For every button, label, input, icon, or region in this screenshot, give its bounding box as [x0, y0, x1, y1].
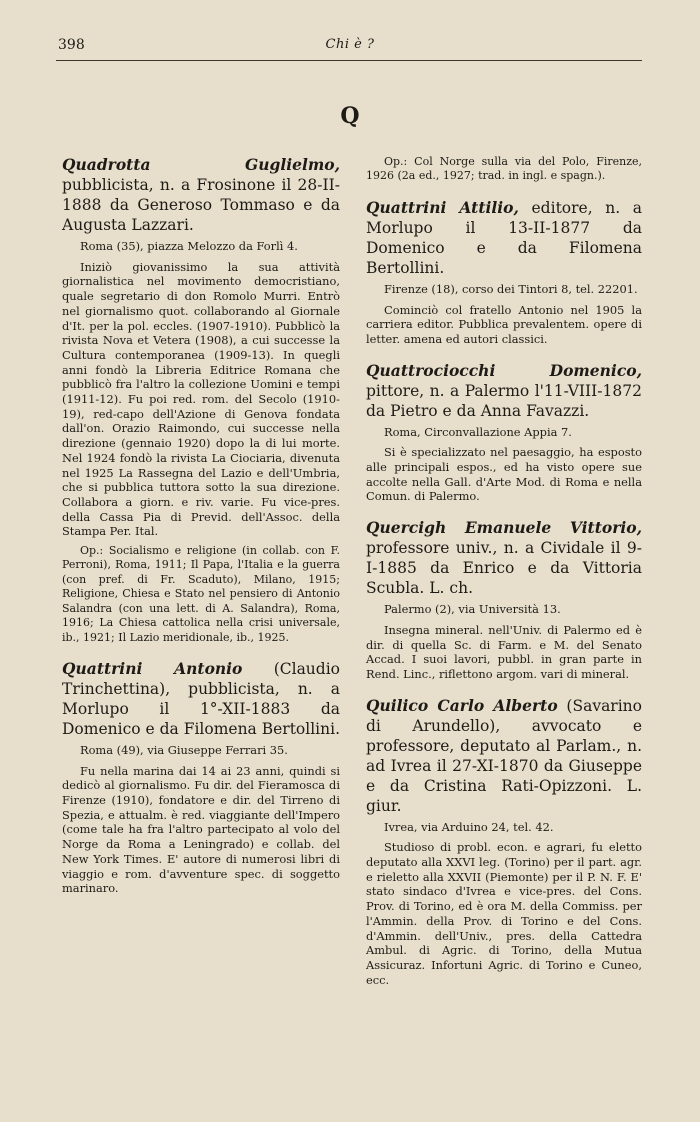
- entry-heading: [62, 659, 340, 739]
- entry-bio: professore univ., n. a Cividale il 9-I-1885 da Enrico e da Vittoria Scubla. L. ch.: [366, 539, 642, 598]
- entry-continued-works: [366, 155, 642, 184]
- entry-body: Iniziò giovanissimo la sua attività giornalistica nel movimento democristiano, quale segretario di don Romolo Murri. Entrò nel giornalismo quot. collaborando al Giornale d'It. per la pol. eccles. (1907-1910). Pubblicò la rivista Nova et Vetera (1908), a cui successe la Cultura contemporanea (1909-13). In quegli anni fondò la Libreria Editrice Romana che pubblicò fra l'altro la collezione Uomini e tempi (1911-12). Fu poi red. rom. del Secolo (1910-19), red-capo dell'Azione di Genova fondata dall'on. Orazio Raimondo, cui successe nella direzione (gennaio 1920) dopo la di lui morte. Nel 1924 fondò la rivista La Ciociaria, divenuta nel 1925 La Rassegna del Lazio e dell'Umbria, che si pubblica tuttora sotto la sua direzione. Collabora a giorn. e riv. varie. Fu vice-pres. della Cassa Pia di Previd. dell'Assoc. della Stampa Per. Ital.: [62, 259, 340, 539]
- entry-quattrini-attilio: [366, 198, 642, 347]
- entry-works: Op.: Socialismo e religione (in collab. con F. Perroni), Roma, 1911; Il Papa, l'Italia e la guerra (con pref. di Fr. Scaduto), Milano, 1915; Religione, Chiesa e Stato nel pensiero di Antonio Salandra (con una lett. di A. Salandra), Roma, 1916; La Chiesa cattolica nella crisi universale, ib., 1921; Il Lazio meridionale, ib., 1925.: [62, 544, 340, 644]
- right-column: [366, 155, 642, 1001]
- entry-heading: [366, 696, 642, 816]
- entry-heading: [366, 361, 642, 421]
- page-number: 398: [58, 37, 85, 53]
- entry-quilico: [366, 696, 642, 988]
- entry-heading: [62, 155, 340, 235]
- entry-heading: [366, 518, 642, 598]
- entry-body: Insegna mineral. nell'Univ. di Palermo ed è dir. di quella Sc. di Farm. e M. del Senato Accad. I suoi lavori, pubbl. in gran parte in Rend. Linc., riflettono argom. vari di mineral.: [366, 622, 642, 681]
- entry-quattrociocchi: [366, 361, 642, 505]
- entry-address: Roma, Circonvallazione Appia 7.: [384, 424, 572, 439]
- entry-name: Quattrini Attilio,: [366, 197, 519, 217]
- entry-address: Roma (35), piazza Melozzo da Forlì 4.: [80, 239, 298, 253]
- entry-heading: [366, 198, 642, 278]
- entry-address: Roma (49), via Giuseppe Ferrari 35.: [80, 742, 288, 757]
- entry-bio: editore, n. a Morlupo il 13-II-1877 da Domenico e da Filomena Bertollini.: [366, 198, 642, 277]
- entry-body: Studioso di probl. econ. e agrari, fu eletto deputato alla XXVI leg. (Torino) per il part. agr. e rieletto alla XXVII (Piemonte) per il P. N. F. E' stato sindaco d'Ivrea e vice-pres. del Cons. Prov. di Torino, ed è ora M. della Commiss. per l'Ammin. della Prov. di Torino e del Cons. d'Ammin. dell'Univ., pres. della Cattedra Ambul. di Agric. di Torino, della Mutua Assicuraz. Infortuni Agric. di Torino e Cuneo, ecc.: [366, 840, 642, 987]
- left-column: [62, 155, 340, 910]
- entry-body: Fu nella marina dai 14 ai 23 anni, quindi si dedicò al giornalismo. Fu dir. del Fieramosca di Firenze (1910), fondatore e dir. del Tirreno di Spezia, e attualm. è red. viaggiante dell'Impero (come tale ha fra l'altro partecipato al volo del Norge da Roma a Leningrado) e collab. del New York Times. E' autore di numerosi libri di viaggio e rom. d'avventure spec. di soggetto marinaro.: [62, 763, 340, 896]
- header-rule: [56, 60, 642, 61]
- entry-quadrotta: [62, 155, 340, 645]
- entry-bio: pittore, n. a Palermo l'11-VIII-1872 da Pietro e da Anna Favazzi.: [366, 381, 642, 420]
- section-letter: Q: [340, 103, 360, 129]
- entry-body: Cominciò col fratello Antonio nel 1905 la carriera editor. Pubblica prevalentem. opere di letter. amena ed autori classici.: [366, 302, 642, 346]
- entry-name: Quadrotta Guglielmo,: [62, 155, 340, 174]
- entry-name: Quilico Carlo Alberto: [366, 695, 558, 715]
- running-title: Chi è ?: [325, 37, 375, 52]
- entry-address: Ivrea, via Arduino 24, tel. 42.: [384, 819, 554, 834]
- entry-address: Firenze (18), corso dei Tintori 8, tel. 22201.: [384, 281, 638, 296]
- entry-quercigh: [366, 518, 642, 682]
- entry-body: Si è specializzato nel paesaggio, ha esposto alle principali espos., ed ha visto opere sue accolte nella Gall. d'Arte Mod. di Roma e nella Comun. di Palermo.: [366, 445, 642, 504]
- entry-bio: pubblicista, n. a Frosinone il 28-II-1888 da Generoso Tommaso e da Augusta Lazzari.: [62, 176, 340, 234]
- entry-quattrini-antonio: [62, 659, 340, 896]
- entry-name: Quattrini Antonio: [62, 658, 243, 678]
- entry-address: Palermo (2), via Università 13.: [384, 602, 561, 617]
- entry-works: Op.: Col Norge sulla via del Polo, Firenze, 1926 (2a ed., 1927; trad. in ingl. e spagn.).: [366, 155, 642, 183]
- entry-bio: (Claudio Trinchettina), pubblicista, n. a Morlupo il 1°-XII-1883 da Domenico e da Filomena Bertollini.: [62, 659, 340, 738]
- entry-name: Quattrociocchi Domenico,: [366, 360, 642, 380]
- entry-name: Quercigh Emanuele Vittorio,: [366, 518, 642, 538]
- entry-bio: (Savarino di Arundello), avvocato e professore, deputato al Parlam., n. ad Ivrea il 27-XI-1870 da Giuseppe e da Cristina Rati-Opizzoni. L. giur.: [366, 696, 642, 815]
